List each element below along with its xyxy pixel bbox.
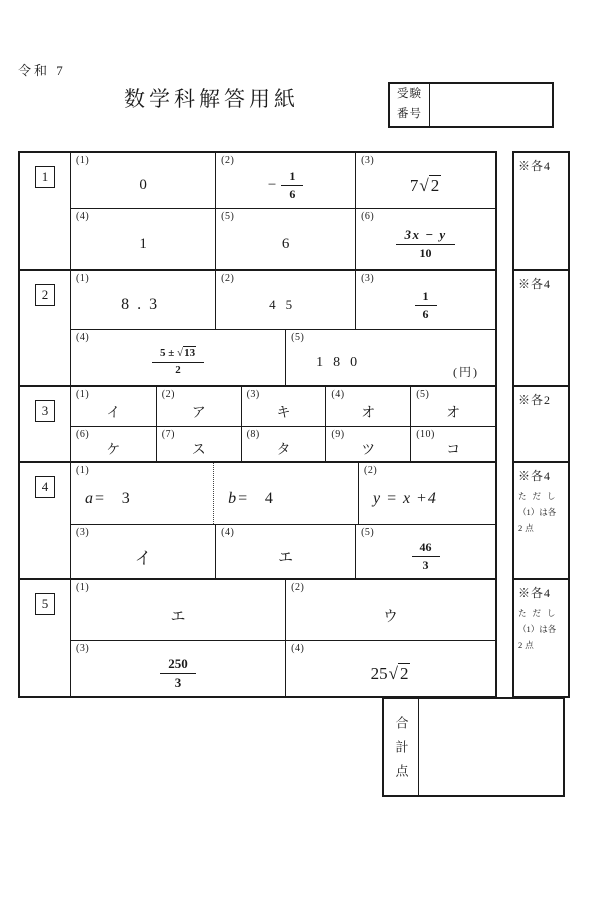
answer-value: ア (191, 405, 206, 421)
cell-label: (4) (221, 527, 235, 538)
answer-cell-5-1 (71, 580, 285, 640)
cell-label: (5) (416, 389, 430, 400)
total-score-label: 合計点 (384, 699, 419, 795)
cell-label: (4) (76, 211, 90, 222)
answer-cell-1-3 (355, 153, 495, 208)
cell-label: (4) (76, 332, 90, 343)
answer-value: オ (361, 405, 376, 421)
answer-value: エ (170, 608, 186, 625)
answer-cell-4-1 (71, 463, 358, 524)
problem-number-cell (20, 153, 71, 269)
cell-label: (4) (331, 389, 345, 400)
problem-number: 5 (35, 593, 55, 615)
points-note: ※各4 (518, 159, 552, 173)
answer-cell-1-4 (71, 209, 215, 269)
answer-cell-4-4 (215, 525, 355, 578)
answer-cell-4-3 (71, 525, 215, 578)
problem-row-4 (20, 461, 495, 578)
radical-sign: √ (419, 175, 429, 195)
cell-label: (1) (76, 389, 90, 400)
answer-value: ツ (361, 443, 376, 458)
radicand: 2 (430, 175, 440, 195)
cell-label: (2) (364, 465, 378, 476)
answer-table (18, 151, 497, 698)
radicand: 13 (184, 347, 196, 360)
answer-cell-3-2 (156, 387, 241, 426)
answer-cell-1-2 (215, 153, 355, 208)
answer-half-a (71, 463, 213, 524)
answer-cell-4-5 (355, 525, 495, 578)
answer-value: ウ (383, 608, 399, 625)
cell-label: (3) (246, 389, 260, 400)
answer-value: 45 (269, 297, 303, 312)
answer-value: a= (85, 489, 106, 507)
answer-cell-4-2 (358, 463, 495, 524)
cell-label: (4) (291, 643, 305, 654)
answer-value: 4 (264, 489, 274, 507)
cell-label: (2) (221, 273, 235, 284)
answer-cell-3-7 (156, 427, 241, 461)
problem-number: 1 (35, 166, 55, 188)
points-section-4 (514, 461, 568, 578)
answer-cell-3-4 (325, 387, 410, 426)
cell-label: (9) (331, 429, 345, 440)
problem-number-cell (20, 580, 71, 696)
era-label: 令和 7 (18, 63, 66, 78)
cell-label: (5) (361, 527, 375, 538)
answer-cell-3-8 (241, 427, 326, 461)
minus-sign: − (267, 177, 277, 193)
fraction (281, 169, 303, 202)
answer-cell-5-2 (285, 580, 495, 640)
answer-cell-3-1 (71, 387, 156, 426)
fraction-denominator: 3 (174, 675, 182, 690)
fraction (396, 227, 454, 261)
cell-label: (3) (361, 273, 375, 284)
fraction (415, 289, 437, 322)
cell-label: (2) (291, 582, 305, 593)
fraction (160, 656, 196, 692)
fraction (152, 347, 204, 378)
answer-value: b= (228, 489, 249, 507)
points-section-3 (514, 385, 568, 461)
problem-number-cell (20, 271, 71, 385)
answer-value: 25√ 2 (370, 663, 409, 683)
answer-value: y = x +4 (373, 489, 437, 507)
cell-label: (6) (76, 429, 90, 440)
answer-value: 0 (139, 177, 147, 193)
answer-cell-2-5 (285, 330, 495, 385)
cell-label: (5) (221, 211, 235, 222)
cell-label: (5) (291, 332, 305, 343)
fraction-numerator: 3x − y (404, 226, 447, 242)
exam-number-value (430, 84, 552, 126)
cell-label: (3) (76, 527, 90, 538)
points-note: ※各4 (518, 586, 552, 600)
answer-cell-3-3 (241, 387, 326, 426)
answer-cell-2-1 (71, 271, 215, 329)
cell-label: (3) (361, 155, 375, 166)
radical-sign: √ (177, 347, 184, 360)
fraction-numerator: 5 ± √13 (152, 347, 204, 363)
problem-number-cell (20, 387, 71, 461)
total-score-box (382, 697, 565, 797)
answer-cell-2-4 (71, 330, 285, 385)
cell-label: (3) (76, 643, 90, 654)
fraction-numerator: 46 (412, 540, 440, 557)
answer-cell-2-3 (355, 271, 495, 329)
exam-number-label (390, 84, 430, 126)
cell-label: (10) (416, 429, 435, 440)
points-section-5 (514, 578, 568, 696)
answer-cell-5-3 (71, 641, 285, 696)
cell-label: (2) (161, 389, 175, 400)
problem-row-2 (20, 269, 495, 385)
answer-value: 180 (316, 354, 368, 370)
fraction-denominator: 2 (175, 364, 181, 376)
unit-label: (円) (453, 365, 479, 379)
exam-number-label-line2: 番号 (397, 108, 422, 120)
answer-cell-3-10 (410, 427, 495, 461)
exam-number-label-line1: 受験 (397, 88, 422, 101)
cell-label: (7) (161, 429, 175, 440)
points-section-2 (514, 269, 568, 385)
cell-label: (1) (76, 155, 90, 166)
fraction-numerator: 1 (281, 169, 303, 186)
answer-value: ケ (106, 443, 121, 458)
points-note: ※各4 (518, 277, 552, 291)
answer-value: 1 (139, 235, 147, 252)
answer-value: タ (276, 443, 291, 458)
problem-number-cell (20, 463, 71, 578)
answer-cell-1-5 (215, 209, 355, 269)
points-sub-note: ただし （1）は各 2点 (518, 608, 562, 651)
answer-value: ス (191, 443, 206, 458)
fraction-numerator: 1 (415, 289, 437, 306)
answer-half-b (213, 463, 358, 524)
problem-row-1 (20, 153, 495, 269)
answer-cell-3-9 (325, 427, 410, 461)
answer-value: イ (134, 549, 152, 568)
cell-label: (1) (76, 582, 90, 593)
answer-cell-3-6 (71, 427, 156, 461)
fraction-numerator: 250 (160, 656, 196, 674)
page-title: 数学科解答用紙 (124, 87, 299, 111)
cell-label: (6) (361, 211, 375, 222)
problem-row-5 (20, 578, 495, 696)
fraction-denominator: 6 (422, 306, 429, 321)
cell-label: (2) (221, 155, 235, 166)
exam-number-box (388, 82, 554, 128)
problem-row-3 (20, 385, 495, 461)
answer-cell-5-4 (285, 641, 495, 696)
problem-number: 4 (35, 476, 55, 498)
points-note: ※各2 (518, 393, 552, 407)
answer-value: キ (276, 405, 291, 421)
cell-label: (8) (246, 429, 260, 440)
answer-cell-3-5 (410, 387, 495, 426)
fraction (412, 540, 440, 573)
fraction-denominator: 3 (422, 558, 429, 572)
answer-value: イ (106, 405, 121, 421)
total-score-value (419, 699, 563, 795)
answer-value: コ (446, 443, 461, 458)
points-column (512, 151, 570, 698)
answer-cell-2-2 (215, 271, 355, 329)
problem-number: 3 (35, 400, 55, 422)
radical-sign: √ (388, 663, 398, 683)
radicand: 2 (399, 663, 409, 683)
answer-value: 3 (121, 489, 131, 507)
fraction-denominator: 6 (289, 187, 296, 201)
points-section-1 (514, 153, 568, 269)
points-note: ※各4 (518, 469, 552, 483)
answer-cell-1-6 (355, 209, 495, 269)
answer-cell-1-1 (71, 153, 215, 208)
fraction-denominator: 10 (419, 246, 432, 261)
cell-label: (1) (76, 465, 90, 476)
answer-value: エ (278, 550, 294, 566)
answer-value: 8.3 (121, 296, 166, 313)
cell-label: (1) (76, 273, 90, 284)
points-sub-note: ただし （1）は各 2点 (518, 491, 562, 534)
problem-number: 2 (35, 284, 55, 306)
answer-value: オ (446, 405, 461, 421)
answer-value: 6 (281, 235, 290, 252)
answer-value: 7√ 2 (409, 175, 440, 195)
